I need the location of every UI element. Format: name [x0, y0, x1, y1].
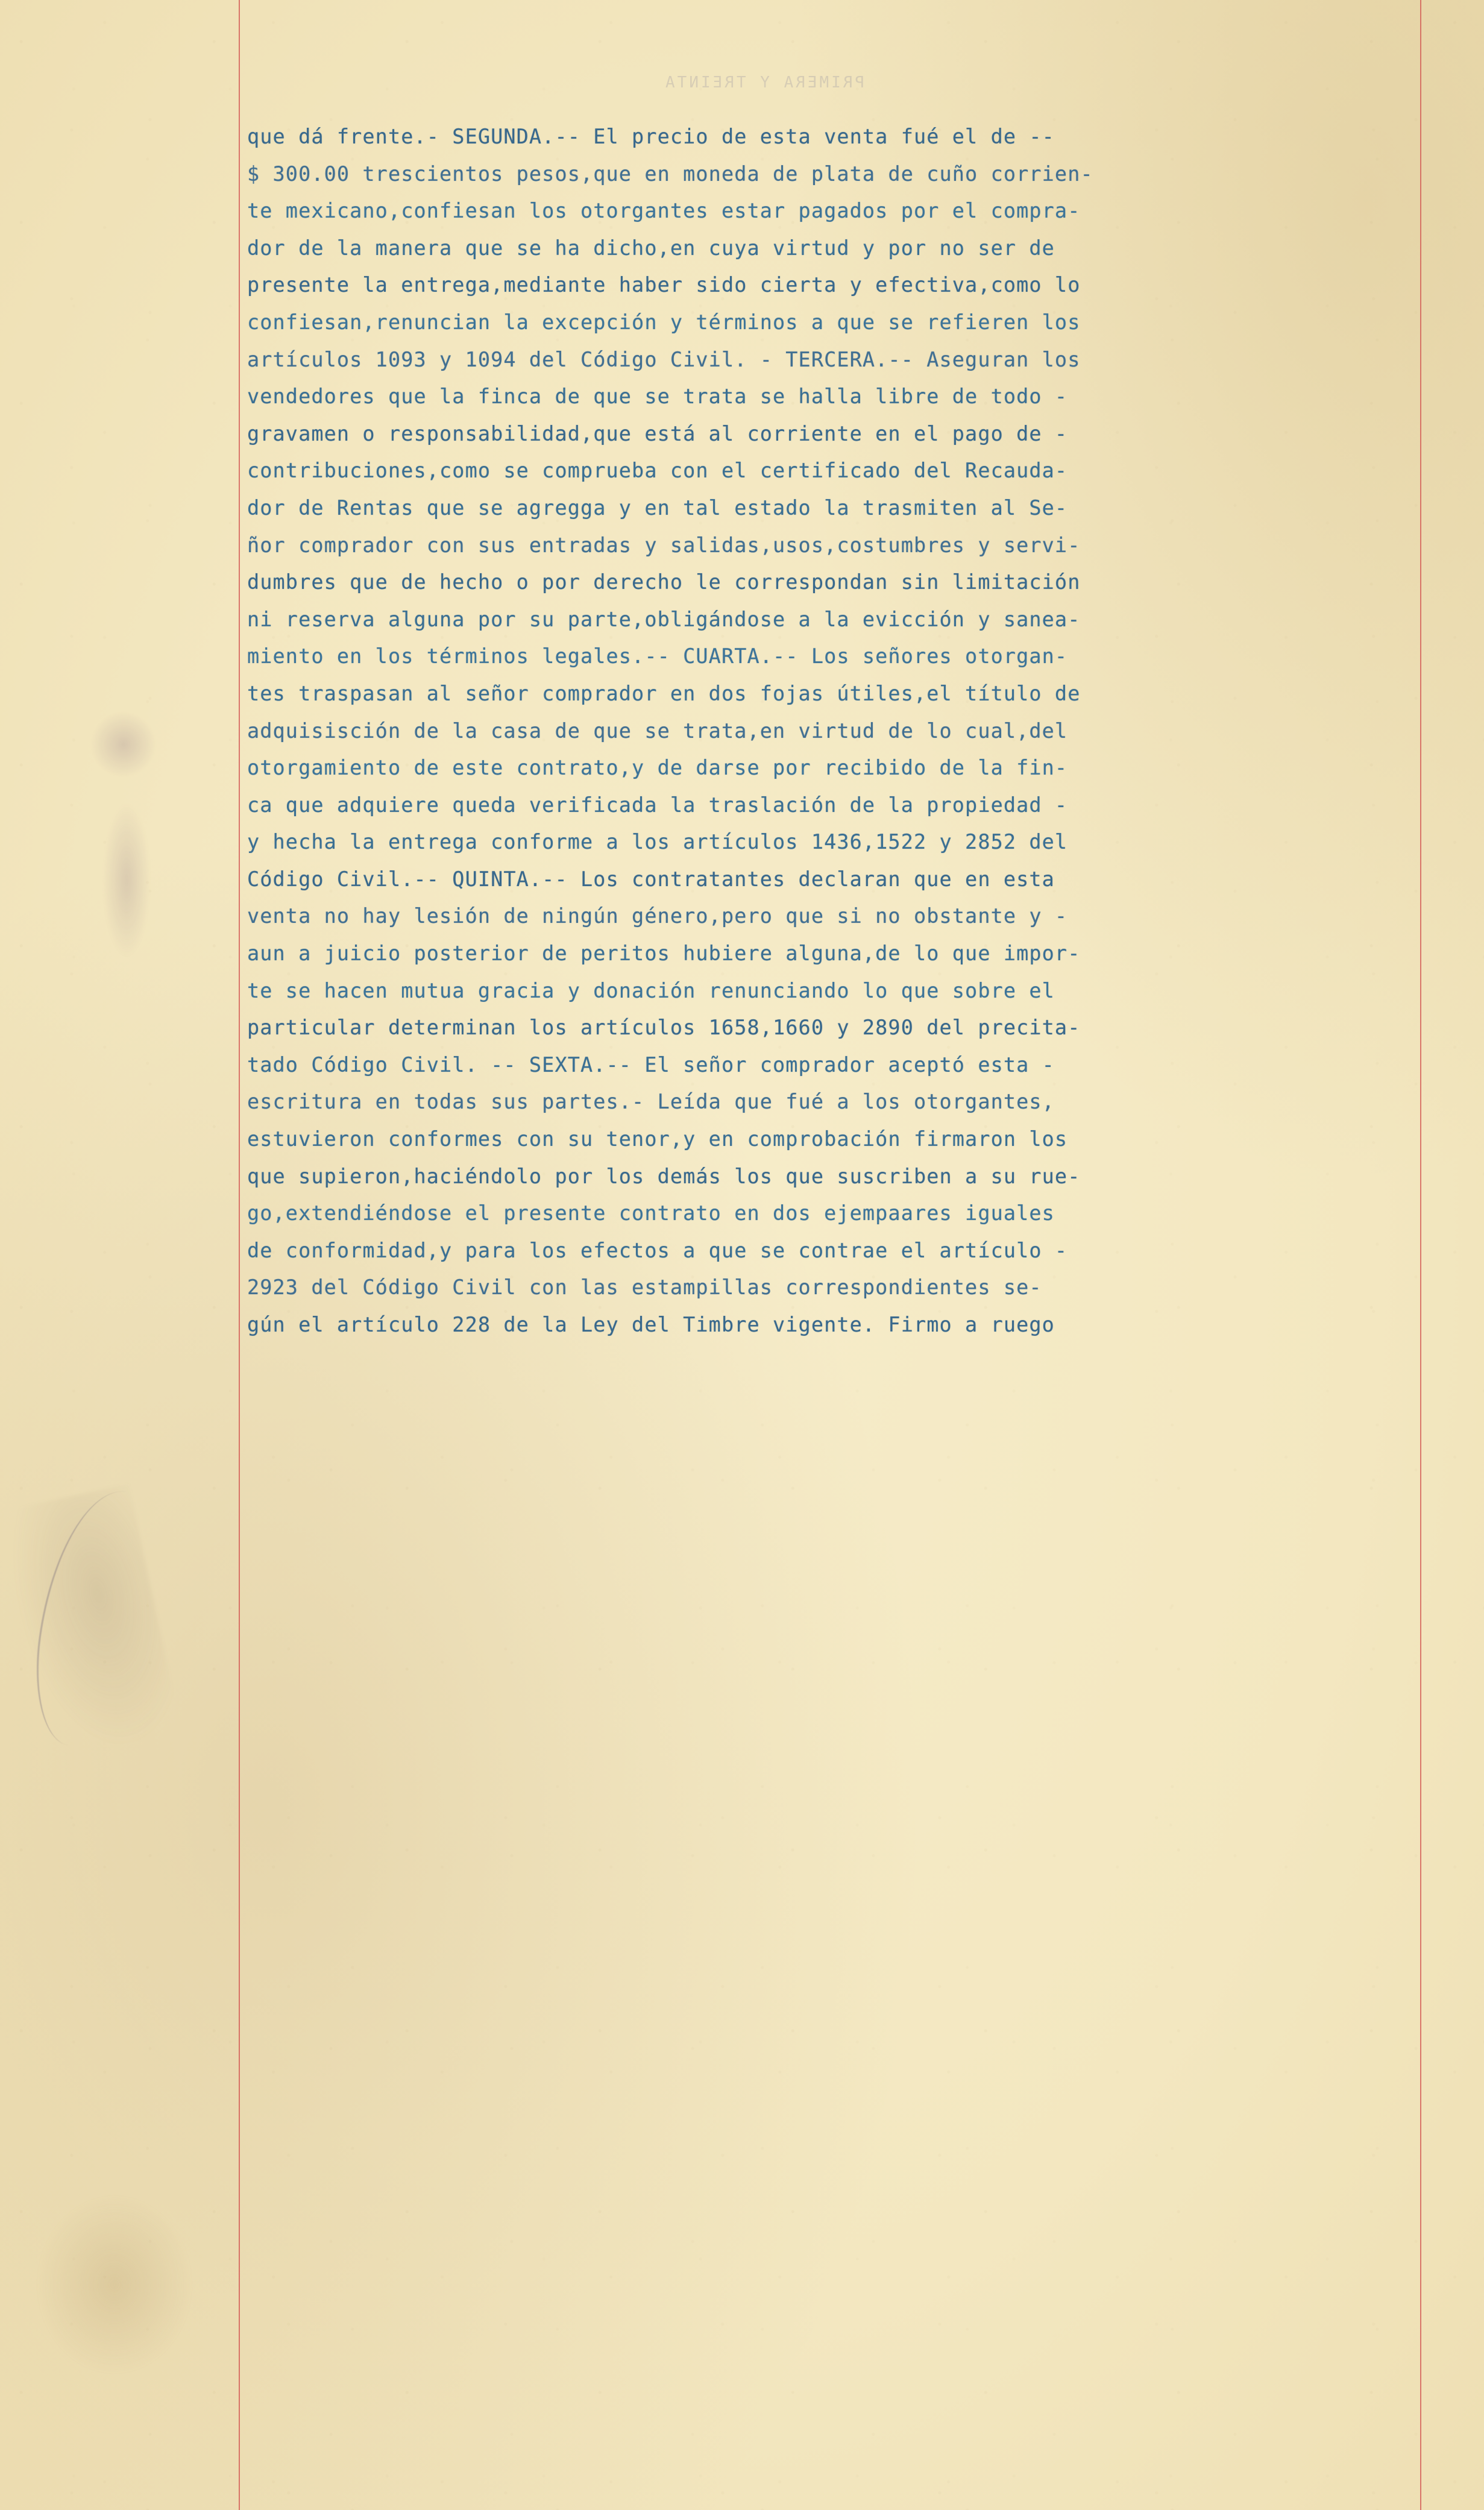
text-line: ñor comprador con sus entradas y salidas,usos,costumbres y servi- — [247, 533, 1081, 557]
typed-body-text — [247, 118, 1410, 1344]
text-line: 2923 del Código Civil con las estampillas correspondientes se- — [247, 1275, 1042, 1300]
stain-lower-left — [36, 2194, 193, 2375]
text-line: de conformidad,y para los efectos a que se contrae el artículo - — [247, 1238, 1068, 1262]
text-line: y hecha la entrega conforme a los artículos 1436,1522 y 2852 del — [247, 830, 1068, 854]
text-line: te se hacen mutua gracia y donación renunciando lo que sobre el — [247, 978, 1055, 1002]
ink-smudge-left-column — [102, 802, 151, 958]
left-margin-rule — [239, 0, 240, 2510]
text-line: adquisisción de la casa de que se trata,en virtud de lo cual,del — [247, 719, 1068, 743]
text-line: go,extendiéndose el presente contrato en dos ejempaares iguales — [247, 1201, 1055, 1225]
right-margin-rule — [1420, 0, 1421, 2510]
text-line: contribuciones,como se comprueba con el certificado del Recauda- — [247, 459, 1068, 483]
text-line: estuvieron conformes con su tenor,y en comprobación firmaron los — [247, 1127, 1068, 1151]
text-line: vendedores que la finca de que se trata se halla libre de todo - — [247, 385, 1068, 409]
text-line: venta no hay lesión de ningún género,pero que si no obstante y - — [247, 904, 1068, 928]
text-line: presente la entrega,mediante haber sido cierta y efectiva,como lo — [247, 273, 1081, 297]
text-line: particular determinan los artículos 1658,1660 y 2890 del precita- — [247, 1016, 1081, 1040]
reverse-side-showthrough: PRIMERA Y TREINTA — [663, 74, 865, 92]
text-line: miento en los términos legales.-- CUARTA.-- Los señores otorgan- — [247, 644, 1068, 668]
text-line: te mexicano,confiesan los otorgantes estar pagados por el compra- — [247, 199, 1081, 223]
text-line: dor de la manera que se ha dicho,en cuya virtud y por no ser de — [247, 236, 1055, 260]
text-line: $ 300.00 trescientos pesos,que en moneda de plata de cuño corrien- — [247, 162, 1093, 186]
ink-smudge-mid-left — [0, 1484, 181, 1760]
text-line: tes traspasan al señor comprador en dos fojas útiles,el título de — [247, 681, 1081, 705]
pen-stroke-mark — [25, 1482, 170, 1754]
text-line: dumbres que de hecho o por derecho le correspondan sin limitación — [247, 570, 1081, 594]
text-line: artículos 1093 y 1094 del Código Civil. - TERCERA.-- Aseguran los — [247, 347, 1081, 371]
text-line: que supieron,haciéndolo por los demás los que suscriben a su rue- — [247, 1164, 1081, 1188]
text-line: confiesan,renuncian la excepción y términos a que se refieren los — [247, 310, 1081, 334]
ink-smudge-upper-left — [90, 711, 157, 778]
text-line: gún el artículo 228 de la Ley del Timbre vigente. Firmo a ruego — [247, 1313, 1055, 1336]
text-line: dor de Rentas que se agregga y en tal estado la trasmiten al Se- — [247, 495, 1068, 520]
text-line: Código Civil.-- QUINTA.-- Los contratantes declaran que en esta — [247, 867, 1055, 891]
text-line: escritura en todas sus partes.- Leída que fué a los otorgantes, — [247, 1090, 1055, 1114]
text-line: aun a juicio posterior de peritos hubiere alguna,de lo que impor- — [247, 942, 1081, 966]
text-line: ca que adquiere queda verificada la traslación de la propiedad - — [247, 793, 1068, 817]
text-line: otorgamiento de este contrato,y de darse por recibido de la fin- — [247, 756, 1068, 780]
text-line: tado Código Civil. -- SEXTA.-- El señor comprador aceptó esta - — [247, 1052, 1055, 1077]
text-line: ni reserva alguna por su parte,obligándose a la evicción y sanea- — [247, 607, 1081, 631]
text-line: gravamen o responsabilidad,que está al corriente en el pago de - — [247, 421, 1068, 445]
text-line: que dá frente.- SEGUNDA.-- El precio de esta venta fué el de -- — [247, 125, 1055, 148]
